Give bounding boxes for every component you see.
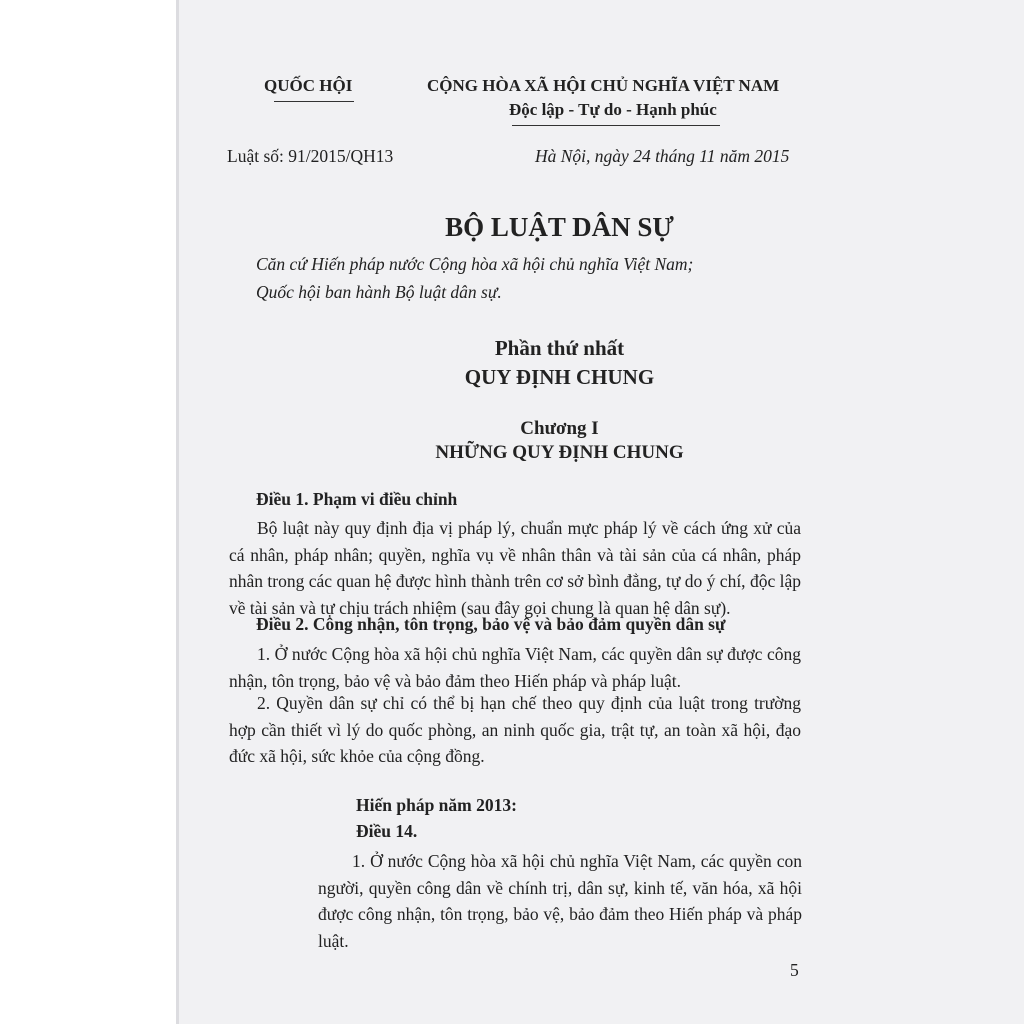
article-1-paragraph: [229, 515, 801, 621]
state-title: CỘNG HÒA XÃ HỘI CHỦ NGHĨA VIỆT NAM: [427, 76, 780, 95]
article-1-text: Bộ luật này quy định địa vị pháp lý, chuẩn mực pháp lý về cách ứng xử của cá nhân, pháp nhân; quyền, nghĩa vụ về nhân thân và tài sản của cá nhân, pháp nhân trong các quan hệ được hình thành trên cơ sở bình đẳng, tự do ý chí, độc lập về tài sản và tự chịu trách nhiệm (sau đây gọi chung là quan hệ dân sự).: [229, 518, 801, 618]
page-number: 5: [790, 960, 799, 980]
reference-paragraph: [318, 848, 802, 954]
left-margin: [0, 0, 176, 1024]
chapter-label: Chương I: [520, 418, 599, 439]
article-2-clause-2-text: 2. Quyền dân sự chỉ có thể bị hạn chế theo quy định của luật trong trường hợp cần thiết vì lý do quốc phòng, an ninh quốc gia, trật tự, an toàn xã hội, đạo đức xã hội, sức khỏe của cộng đồng.: [229, 693, 801, 766]
article-2-clause-1: [229, 641, 801, 694]
part-title: QUY ĐỊNH CHUNG: [464, 365, 655, 389]
article-1-heading: Điều 1. Phạm vi điều chỉnh: [256, 489, 458, 509]
page-edge: [176, 0, 179, 1024]
state-motto: Độc lập - Tự do - Hạnh phúc: [509, 100, 717, 119]
document-title: BỘ LUẬT DÂN SỰ: [445, 212, 674, 242]
part-label: Phần thứ nhất: [494, 336, 625, 360]
preamble-line-1: Căn cứ Hiến pháp nước Cộng hòa xã hội chủ nghĩa Việt Nam;: [256, 254, 694, 274]
article-2-heading: Điều 2. Công nhận, tôn trọng, bảo vệ và bảo đảm quyền dân sự: [256, 614, 726, 634]
preamble-line-2: Quốc hội ban hành Bộ luật dân sự.: [256, 282, 502, 302]
article-2-clause-2: [229, 690, 801, 770]
issuing-body-underline: [274, 101, 354, 102]
reference-source: Hiến pháp năm 2013:: [356, 795, 517, 815]
reference-article: Điều 14.: [356, 821, 418, 841]
article-2-clause-1-text: 1. Ở nước Cộng hòa xã hội chủ nghĩa Việt Nam, các quyền dân sự được công nhận, tôn trọng, bảo vệ và bảo đảm theo Hiến pháp và pháp luật.: [229, 644, 801, 691]
motto-underline: [512, 125, 720, 126]
issuing-body: QUỐC HỘI: [264, 76, 353, 95]
date-place: Hà Nội, ngày 24 tháng 11 năm 2015: [535, 146, 790, 166]
reference-paragraph-text: 1. Ở nước Cộng hòa xã hội chủ nghĩa Việt Nam, các quyền con người, quyền công dân về chính trị, dân sự, kinh tế, văn hóa, xã hội được công nhận, tôn trọng, bảo vệ, bảo đảm theo Hiến pháp và pháp luật.: [318, 851, 802, 951]
law-number: Luật số: 91/2015/QH13: [227, 146, 394, 166]
chapter-title: NHỮNG QUY ĐỊNH CHUNG: [435, 442, 684, 463]
